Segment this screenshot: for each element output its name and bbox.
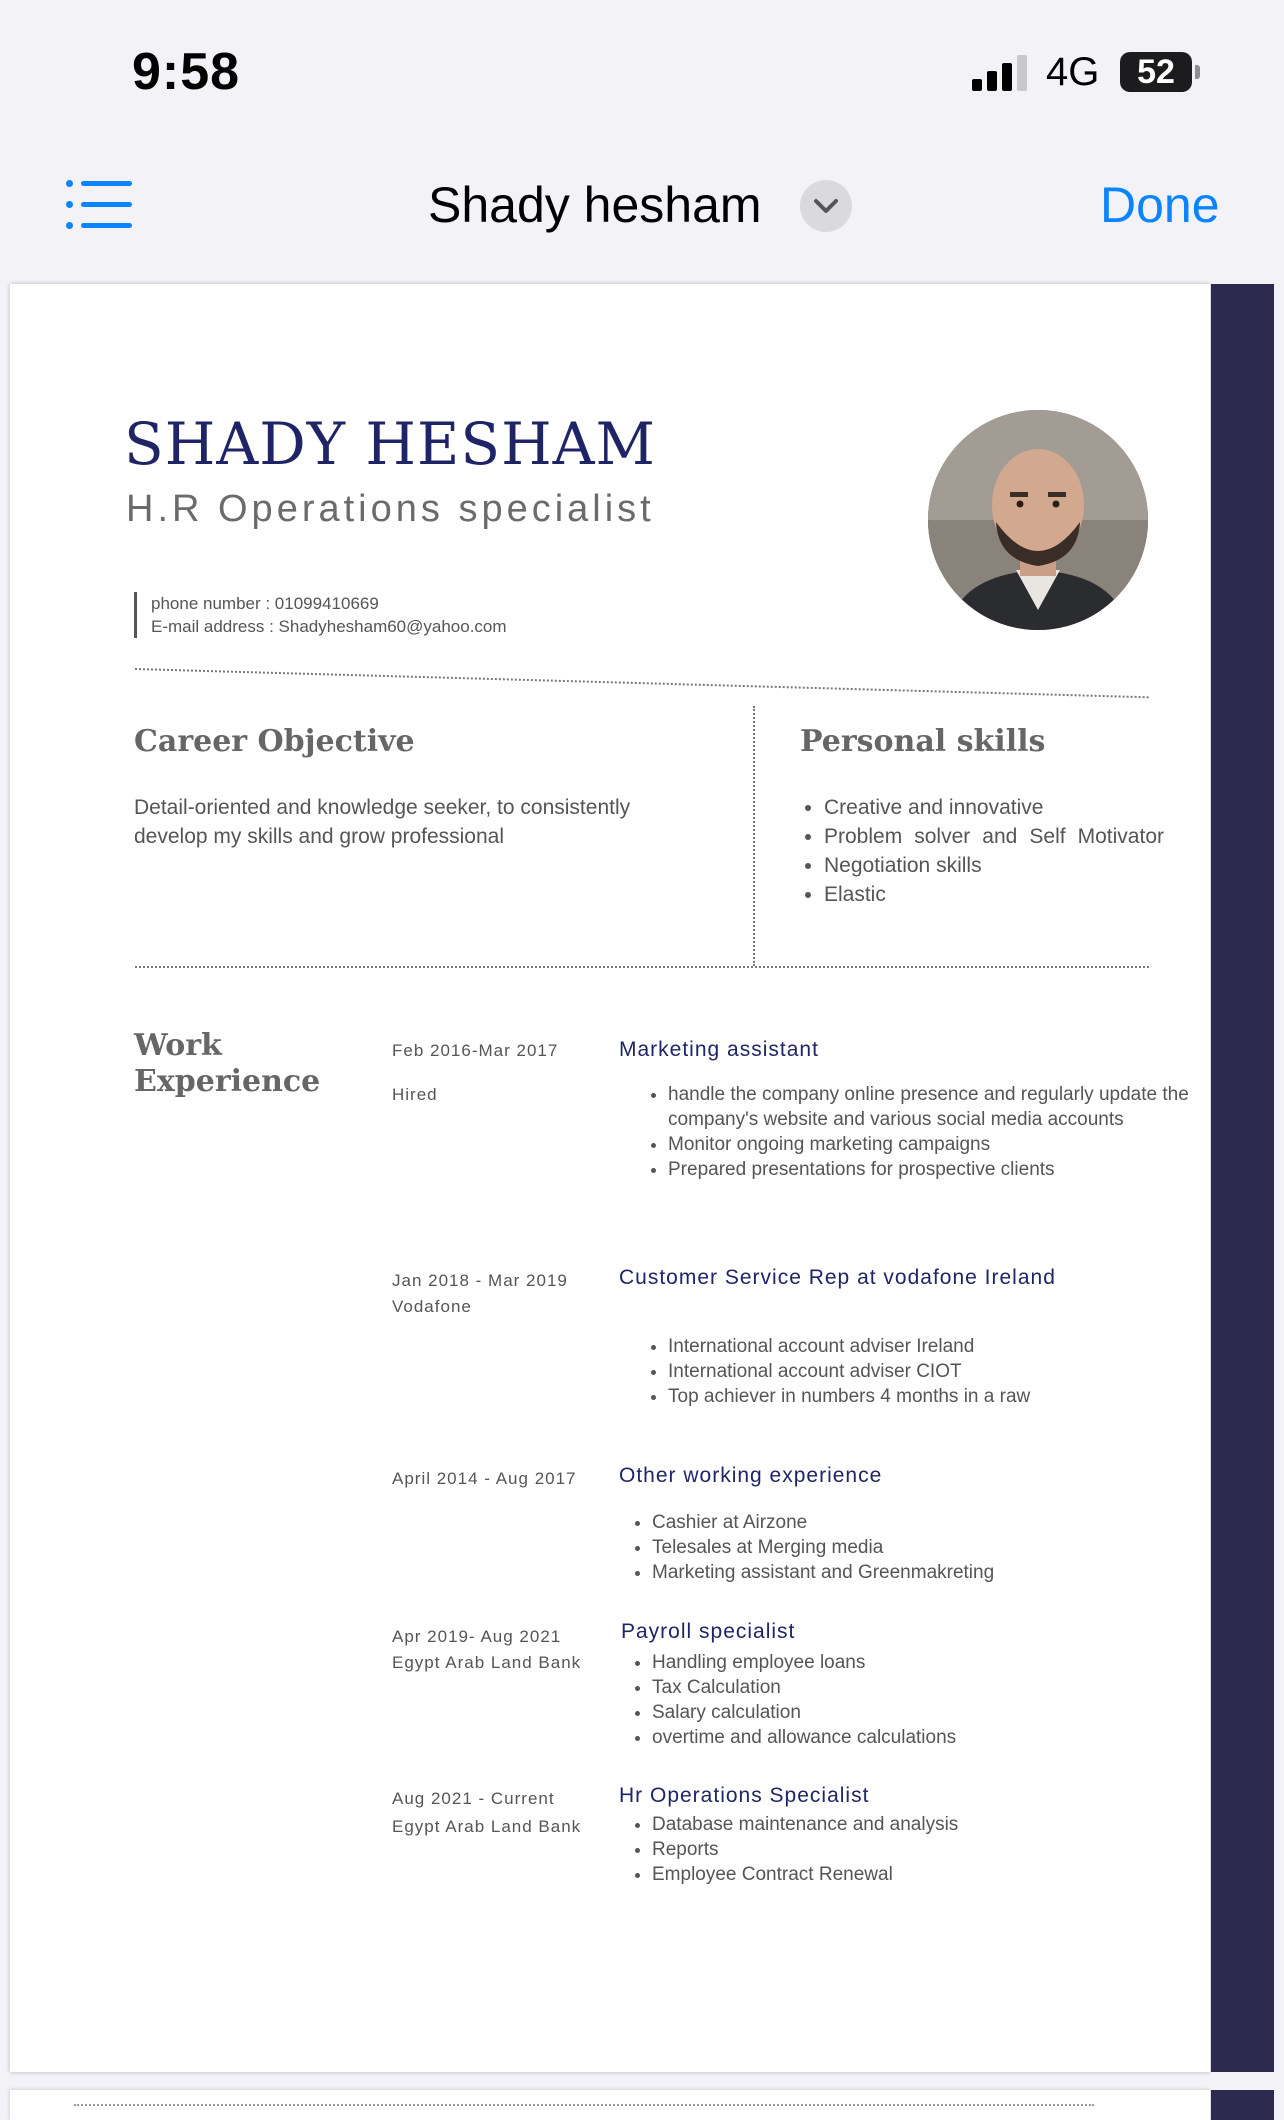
job-company: Vodafone [392,1297,472,1316]
next-document-page[interactable] [10,2090,1210,2120]
job-title: Customer Service Rep at vodafone Ireland [619,1266,1056,1289]
list-item: • Prepared presentations for prospective clients [668,1157,1208,1182]
job-date: Jan 2018 - Mar 2019 [392,1271,568,1290]
job-title: Hr Operations Specialist [619,1784,870,1807]
list-item: • Database maintenance and analysis [652,1812,1192,1837]
list-icon[interactable] [66,180,132,230]
profile-photo [928,410,1148,630]
career-objective-text: Detail-oriented and knowledge seeker, to consistently develop my skills and grow professional [134,796,631,848]
status-bar [0,0,1284,150]
list-item: • Telesales at Merging media [652,1535,1192,1560]
list-item: • Handling employee loans [652,1650,1192,1675]
list-item: • Cashier at Airzone [652,1510,1192,1535]
phone-number: phone number : 01099410669 [151,594,379,613]
job-date: Aug 2021 - Current [392,1789,555,1808]
contact-block [134,592,507,638]
job-date: April 2014 - Aug 2017 [392,1469,577,1488]
job-date: Apr 2019- Aug 2021 [392,1627,562,1646]
list-item: • Monitor ongoing marketing campaigns [668,1132,1208,1157]
job-company: Egypt Arab Land Bank [392,1653,582,1672]
job-bullets [628,1650,1192,1750]
list-item: • International account adviser Ireland [668,1334,1208,1359]
job-date: Feb 2016-Mar 2017 [392,1041,559,1060]
skills-list [800,793,1164,909]
list-item: • Reports [652,1837,1192,1862]
list-item: • Top achiever in numbers 4 months in a raw [668,1384,1208,1409]
job-bullets [644,1334,1208,1409]
resume-sidebar [1211,2090,1274,2120]
network-type: 4G [1046,50,1100,94]
resume-role: H.R Operations specialist [126,488,655,530]
resume-sidebar [1211,284,1274,2072]
list-item: • Employee Contract Renewal [652,1862,1192,1887]
status-time: 9:58 [132,43,241,101]
list-item: • overtime and allowance calculations [652,1725,1192,1750]
list-item: • Salary calculation [652,1700,1192,1725]
job-title: Payroll specialist [621,1620,796,1643]
cellular-signal-icon [972,55,1032,91]
divider [135,966,1149,968]
document-title[interactable]: Shady hesham [428,177,762,233]
chevron-down-icon[interactable] [800,180,852,232]
job-title: Other working experience [619,1464,883,1487]
job-bullets [628,1812,1192,1887]
list-item: • Tax Calculation [652,1675,1192,1700]
list-item: • International account adviser CIOT [668,1359,1208,1384]
list-item: • Marketing assistant and Greenmakreting [652,1560,1192,1585]
list-item: • Elastic [824,880,1164,909]
job-company: Egypt Arab Land Bank [392,1817,582,1836]
job-bullets [628,1510,1192,1585]
job-company: Hired [392,1085,438,1104]
column-divider [753,706,755,966]
work-experience-heading: Work Experience [134,1028,321,1099]
list-item: • Negotiation skills [824,851,1164,880]
battery-icon: 52 [1120,52,1192,92]
done-button[interactable]: Done [1100,177,1220,233]
list-item: • handle the company online presence and regularly update the company's website and various social media accounts [668,1082,1208,1132]
resume-name: SHADY HESHAM [124,410,656,478]
email-address: E-mail address : Shadyhesham60@yahoo.com [151,617,507,636]
personal-skills-heading: Personal skills [800,724,1046,759]
job-bullets [644,1082,1208,1182]
list-item: • Problem solver and Self Motivator [824,822,1164,851]
list-item: • Creative and innovative [824,793,1164,822]
career-objective-heading: Career Objective [134,724,415,759]
job-title: Marketing assistant [619,1038,819,1061]
